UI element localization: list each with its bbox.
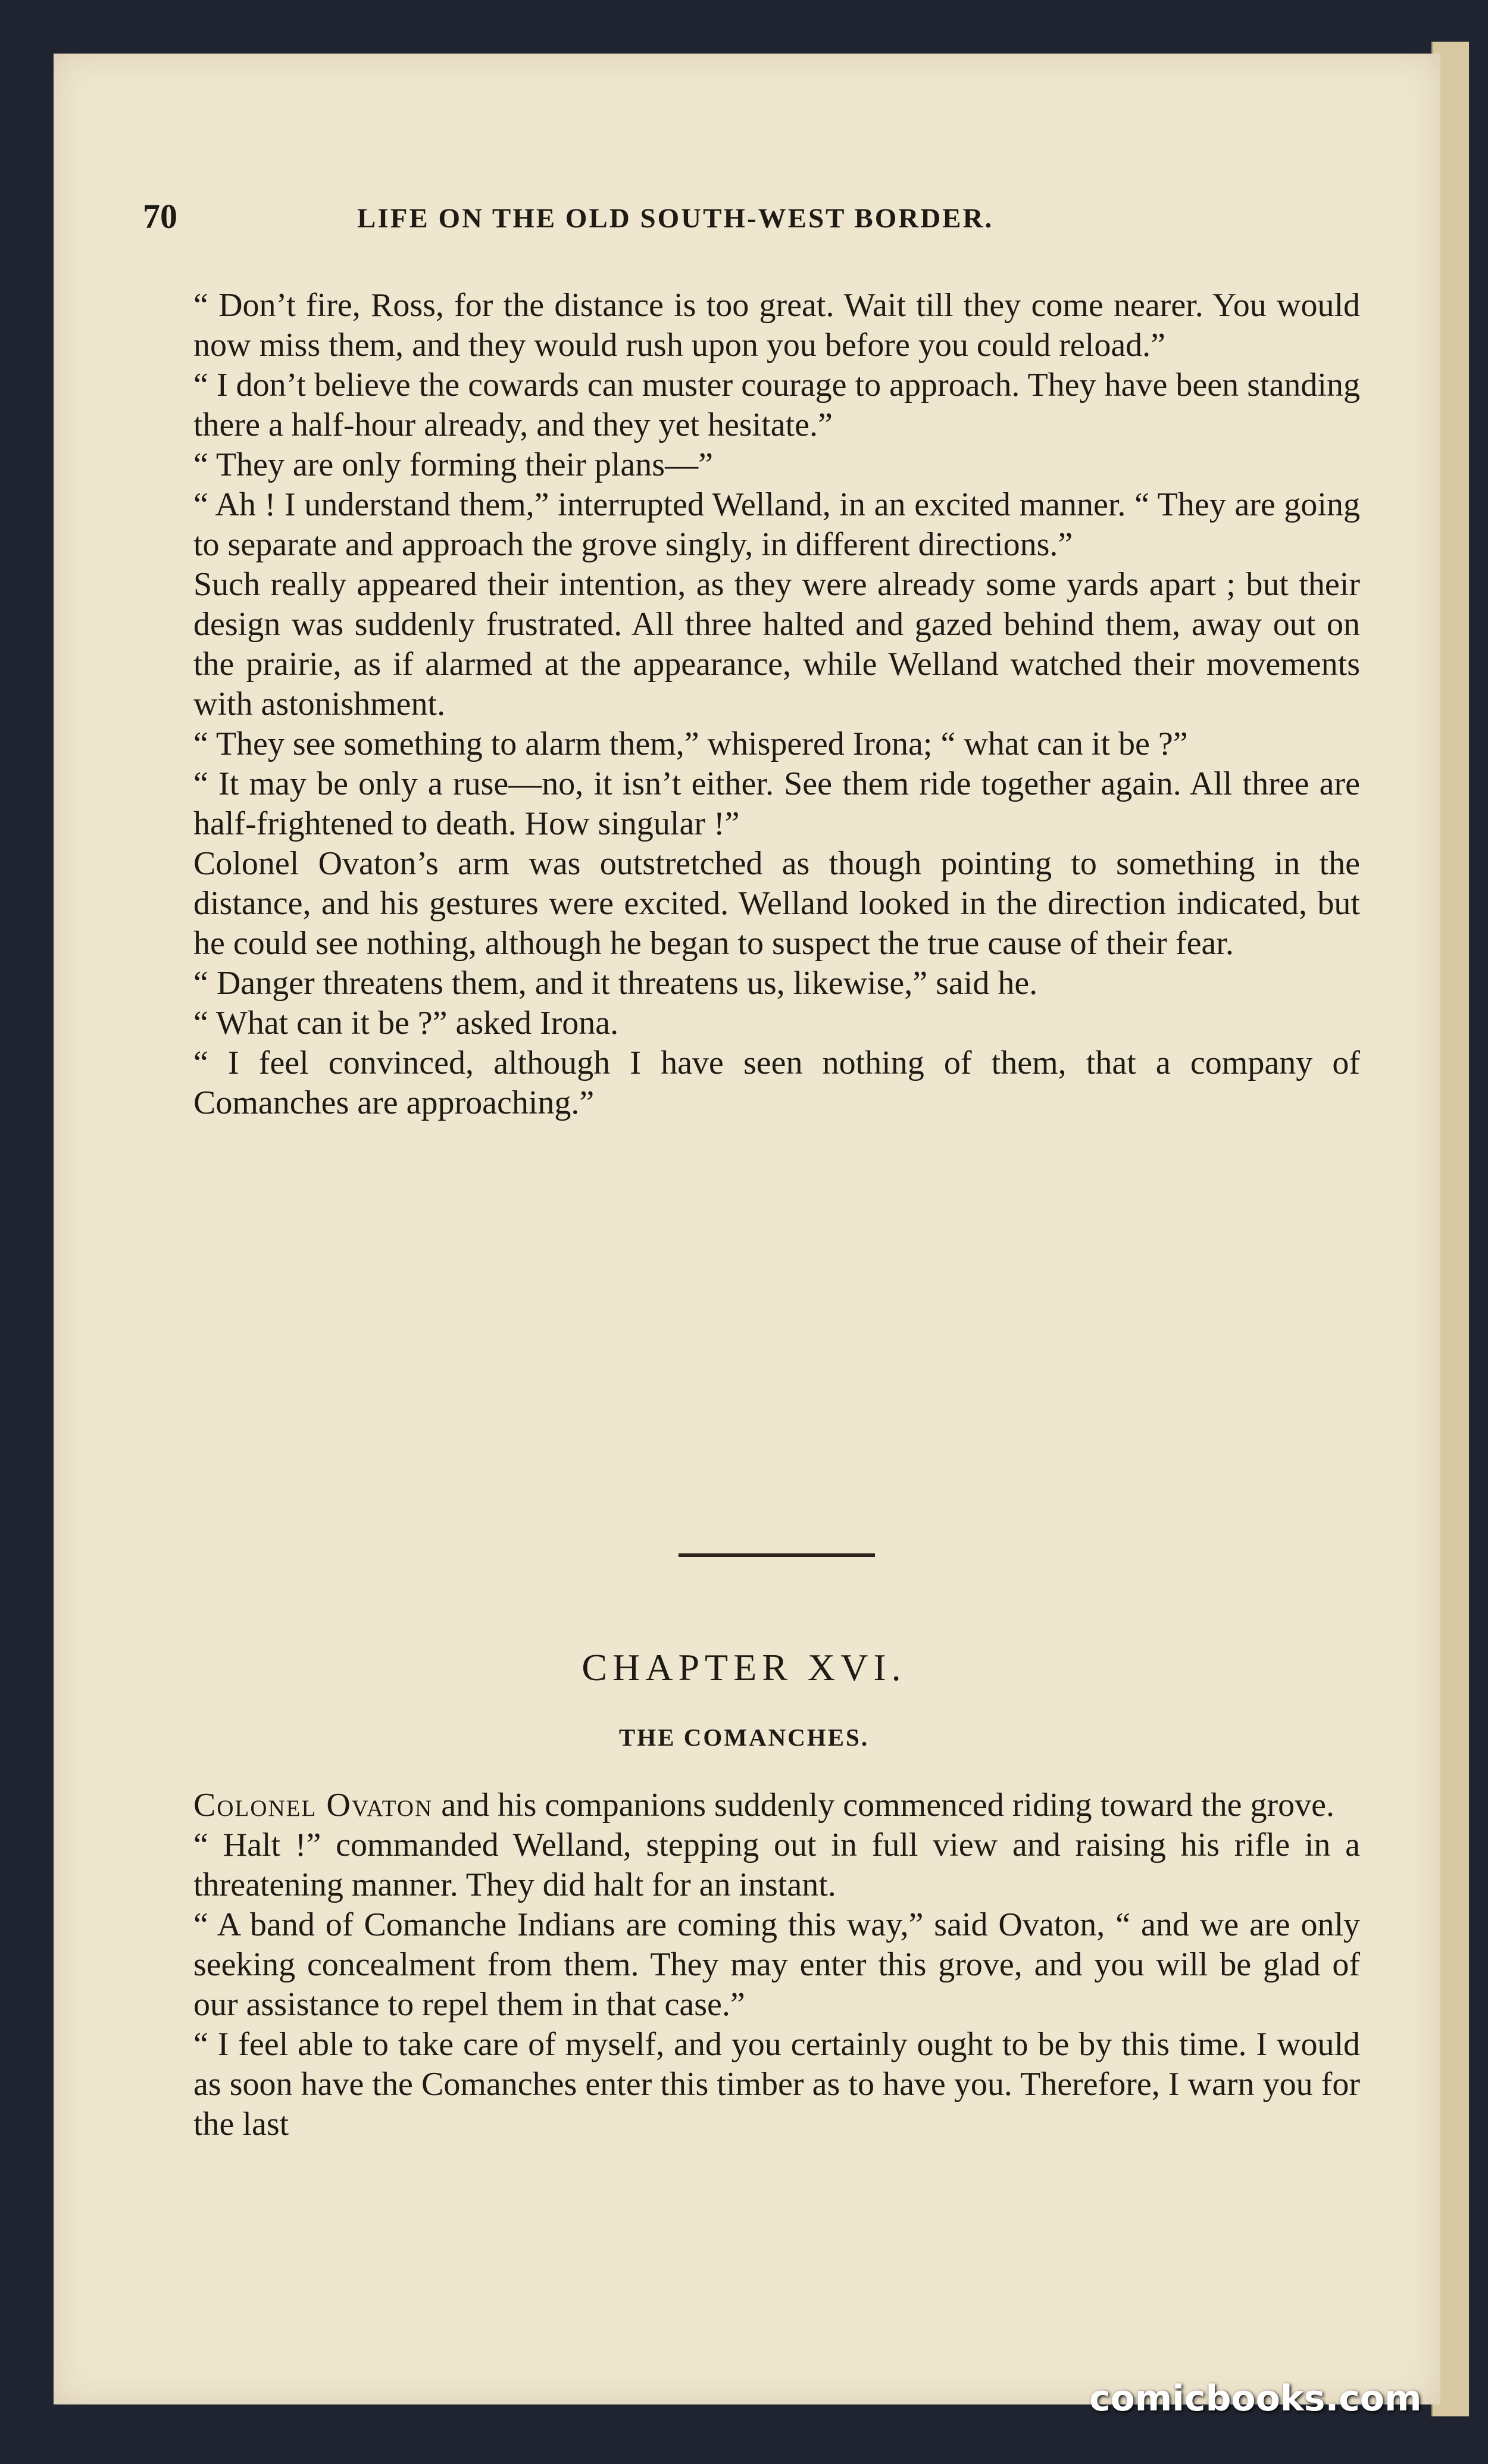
paragraph: “ I feel able to take care of myself, and you certainly ought to be by this time. I would as soon have the Comanches enter this timber as to have you. Therefore, I warn you for the last [193,2026,1360,2143]
site-watermark: comicbooks.com [1089,2378,1422,2419]
opening-rest: and his companions suddenly commenced riding toward the grove. [433,1787,1334,1824]
paragraph: “ I feel convinced, although I have seen nothing of them, that a company of Comanches are approaching.” [193,1045,1360,1121]
paragraph: “ I don’t believe the cowards can muster courage to approach. They have been standing there a half-hour already, and they yet hesitate.” [193,367,1360,443]
chapter-subtitle: THE COMANCHES. [618,1724,870,1751]
paragraph: Such really appeared their intention, as they were already some yards apart ; but their design was suddenly frustrated. All three halted and gazed behind them, away out on the prairie, as if alarmed at the appearance, while Welland watched their movements with astonishment. [193,566,1360,723]
paragraph: “ Halt !” commanded Welland, stepping out in full view and raising his rifle in a threatening manner. They did halt for an instant. [193,1827,1360,1903]
paragraph: “ What can it be ?” asked Irona. [193,1005,619,1042]
page-number: 70 [143,197,177,236]
paragraph [193,1786,1360,1825]
paragraph: “ A band of Comanche Indians are coming this way,” said Ovaton, “ and we are only seeking concealment from them. They may enter this grove, and you will be glad of our assistance to repel them in that case.” [193,1906,1360,2023]
chapter-title: CHAPTER XVI. [582,1646,906,1688]
paragraph: Colonel Ovaton’s arm was outstretched as though pointing to something in the distance, and his gestures were excited. Welland looked in the direction indicated, but he could see nothing, although he began to suspect the true cause of their fear. [193,845,1360,962]
paragraph: “ They see something to alarm them,” whispered Irona; “ what can it be ?” [193,726,1188,762]
paragraph: “ Don’t fire, Ross, for the distance is too great. Wait till they come nearer. You would now miss them, and they would rush upon you before you could reload.” [193,287,1360,364]
paragraph: “ It may be only a ruse—no, it isn’t either. See them ride together again. All three are half-frightened to death. How singular !” [193,765,1360,842]
page-header [143,196,1357,250]
paragraph: “ Ah ! I understand them,” interrupted Welland, in an excited manner. “ They are going to separate and approach the grove singly, in different directions.” [193,486,1360,563]
section-divider [679,1553,875,1557]
opening-words: Colonel Ovaton [193,1787,433,1824]
body-text-bottom [193,1786,1360,2144]
running-title: LIFE ON THE OLD SOUTH-WEST BORDER. [357,203,994,234]
body-text-top [193,286,1360,1123]
paragraph: “ They are only forming their plans—” [193,446,713,483]
paragraph: “ Danger threatens them, and it threatens us, likewise,” said he. [193,965,1038,1002]
